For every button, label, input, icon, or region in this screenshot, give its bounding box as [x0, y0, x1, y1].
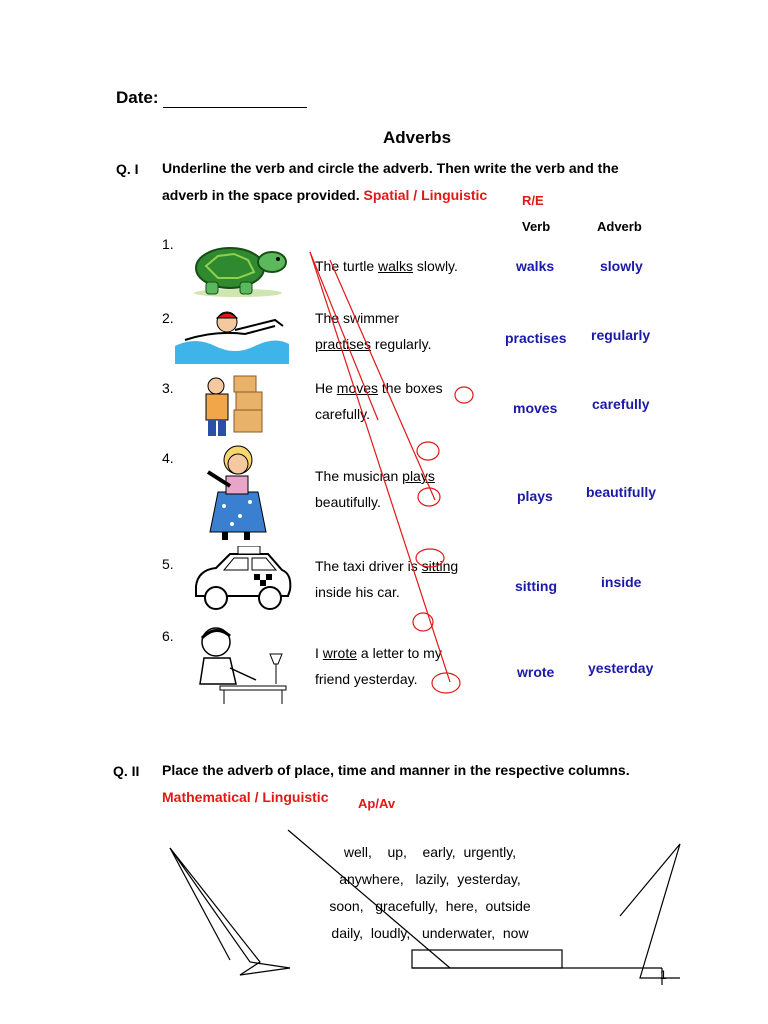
sentence-5: The taxi driver is sitting inside his car. [315, 558, 459, 600]
swimmer-illustration [175, 306, 289, 364]
adverb-circle [417, 442, 439, 460]
answer-adverb-4: beautifully [586, 484, 657, 500]
q2-code: Ap/Av [358, 796, 396, 811]
item-number: 1. [162, 236, 174, 252]
answer-verb-6: wrote [517, 664, 555, 680]
word-bank [300, 839, 560, 947]
item-number: 6. [162, 628, 174, 644]
turtle-illustration [188, 238, 292, 300]
sentence-2: The swimmer practises regularly. [315, 310, 432, 352]
adverb-circle [413, 613, 433, 631]
sentence-3: He moves the boxes carefully. [315, 380, 443, 422]
verb-underlined: sitting [421, 558, 459, 574]
musician-illustration [200, 442, 270, 542]
date-label: Date: [116, 88, 159, 107]
item-number: 5. [162, 556, 174, 572]
item-number: 4. [162, 450, 174, 466]
sentence-6: I wrote a letter to my friend yesterday. [315, 645, 442, 687]
writing-boy-illustration [190, 624, 290, 706]
col-adverb-header: Adverb [597, 219, 642, 234]
page-number: 1 [660, 968, 667, 982]
sentence-1: The turtle walks slowly. [315, 258, 458, 274]
word-row: soon, gracefully, here, outside [329, 898, 531, 914]
date-blank-line [163, 107, 307, 108]
adverb-circle [455, 387, 473, 403]
item-number: 2. [162, 310, 174, 326]
word-row: daily, loudly, underwater, now [331, 925, 529, 941]
item-number: 3. [162, 380, 174, 396]
verb-underlined: plays [402, 468, 435, 484]
taxi-illustration [190, 546, 294, 614]
boxes-illustration [194, 374, 270, 438]
verb-underlined: practises [315, 336, 372, 352]
q2-instruction: Place the adverb of place, time and manner in the respective columns. [162, 762, 630, 778]
answer-adverb-1: slowly [600, 258, 643, 274]
q2-intelligence-tag: Mathematical / Linguistic [162, 789, 329, 805]
answer-verb-1: walks [516, 258, 555, 274]
answer-adverb-6: yesterday [588, 660, 654, 676]
page-title: Adverbs [383, 128, 452, 147]
word-row: well, up, early, urgently, [343, 844, 517, 860]
q1-label: Q. I [116, 161, 139, 177]
answer-verb-3: moves [513, 400, 558, 416]
verb-underlined: wrote [322, 645, 358, 661]
q2-label: Q. II [113, 763, 140, 779]
sentence-4: The musician plays beautifully. [315, 468, 435, 510]
q1-instruction-line1: Underline the verb and circle the adverb. Then write the verb and the [162, 160, 619, 176]
q1-intelligence-tag: Spatial / Linguistic [363, 187, 488, 203]
answer-adverb-3: carefully [592, 396, 650, 412]
q1-instruction-line2: adverb in the space provided. Spatial / Linguistic [162, 187, 488, 203]
col-verb-header: Verb [522, 219, 551, 234]
answer-verb-4: plays [517, 488, 553, 504]
verb-underlined: moves [336, 380, 379, 396]
answer-adverb-2: regularly [591, 327, 651, 343]
answer-adverb-5: inside [601, 574, 642, 590]
answer-verb-5: sitting [515, 578, 557, 594]
word-row: anywhere, lazily, yesterday, [339, 871, 521, 887]
answer-verb-2: practises [505, 330, 567, 346]
q1-code: R/E [522, 193, 544, 208]
verb-underlined: walks [378, 258, 414, 274]
